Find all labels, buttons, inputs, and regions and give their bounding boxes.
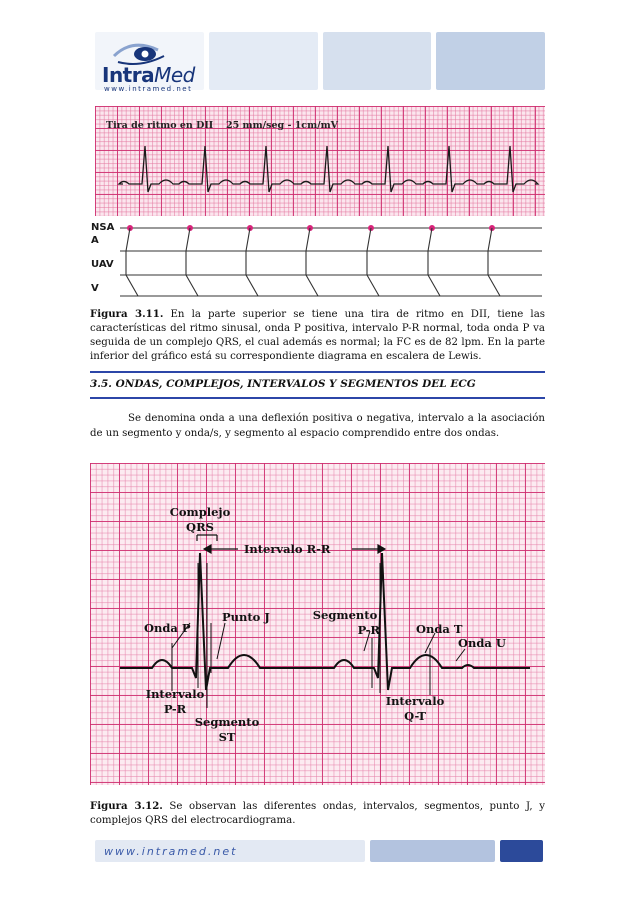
label-segmento-st-line2: ST xyxy=(218,730,236,744)
label-segmento-pr xyxy=(310,608,380,638)
label-punto-j: Punto J xyxy=(222,610,270,624)
section-rule-bottom xyxy=(90,397,545,399)
ladder-label-nsa: NSA xyxy=(91,222,115,233)
label-intervalo-qt-line2: Q-T xyxy=(404,709,426,723)
label-onda-t: Onda T xyxy=(416,622,463,636)
ladder-conduction-line xyxy=(186,228,198,296)
label-onda-u: Onda U xyxy=(458,636,506,650)
label-segmento-pr-line2: P-R xyxy=(357,623,380,637)
header-band-segment xyxy=(436,32,545,90)
header-band-segment xyxy=(209,32,318,90)
strip-scale: 25 mm/seg - 1cm/mV xyxy=(226,120,339,131)
label-intervalo-pr-line1: Intervalo xyxy=(145,687,205,701)
header-band-segment xyxy=(323,32,432,90)
section-title: 3.5. ONDAS, COMPLEJOS, INTERVALOS Y SEGMENTOS DEL ECG xyxy=(90,378,476,390)
label-intervalo-rr: Intervalo R-R xyxy=(244,542,331,556)
logo-brand: IntraMed xyxy=(102,63,195,87)
footer-band-segment xyxy=(500,840,543,862)
rhythm-strip-trace xyxy=(95,106,545,216)
ladder-conduction-line xyxy=(367,228,379,296)
label-complejo-line2: QRS xyxy=(186,520,214,534)
label-complejo-qrs xyxy=(168,505,232,535)
footer-url: www.intramed.net xyxy=(104,845,238,858)
lewis-ladder-diagram xyxy=(90,218,550,300)
footer-band-segment xyxy=(370,840,495,862)
ladder-label-a: A xyxy=(91,235,99,246)
strip-title: Tira de ritmo en DII xyxy=(106,120,214,131)
label-complejo-line1: Complejo xyxy=(169,505,231,519)
section-paragraph: Se denomina onda a una deflexión positiva o negativa, intervalo a la asociación de un segmento y onda/s, y segmento al espacio comprendido entre dos ondas. xyxy=(90,413,545,439)
label-intervalo-qt-line1: Intervalo xyxy=(385,694,445,708)
label-intervalo-qt xyxy=(383,694,447,724)
ladder-label-uav: UAV xyxy=(91,259,114,270)
label-segmento-st xyxy=(192,715,262,745)
ladder-conduction-line xyxy=(246,228,258,296)
label-segmento-st-line1: Segmento xyxy=(194,715,260,729)
figure-3-12-caption: Figura 3.12. Se observan las diferentes ondas, intervalos, segmentos, punto J, y complejos QRS del electrocardiograma. xyxy=(90,800,545,826)
ladder-conduction-line xyxy=(126,228,138,296)
label-onda-p: Onda P xyxy=(144,621,191,635)
ladder-conduction-line xyxy=(306,228,318,296)
ladder-label-v: V xyxy=(91,283,99,294)
label-intervalo-pr-line2: P-R xyxy=(163,702,187,716)
label-segmento-pr-line1: Segmento xyxy=(312,608,378,622)
label-intervalo-pr xyxy=(143,687,207,717)
ladder-conduction-line xyxy=(428,228,440,296)
logo-url: www.intramed.net xyxy=(104,85,193,93)
ladder-conduction-line xyxy=(488,228,500,296)
section-rule-top xyxy=(90,371,545,373)
figure-3-11-caption: Figura 3.11. En la parte superior se tiene una tira de ritmo en DII, tiene las características del ritmo sinusal, onda P positiva, intervalo P-R normal, toda onda P va seguida de un complejo QRS, el cual además es normal; la FC es de 82 lpm. En la parte inferior del gráfico está su correspondiente diagrama en escalera de Lewis. xyxy=(90,308,545,362)
